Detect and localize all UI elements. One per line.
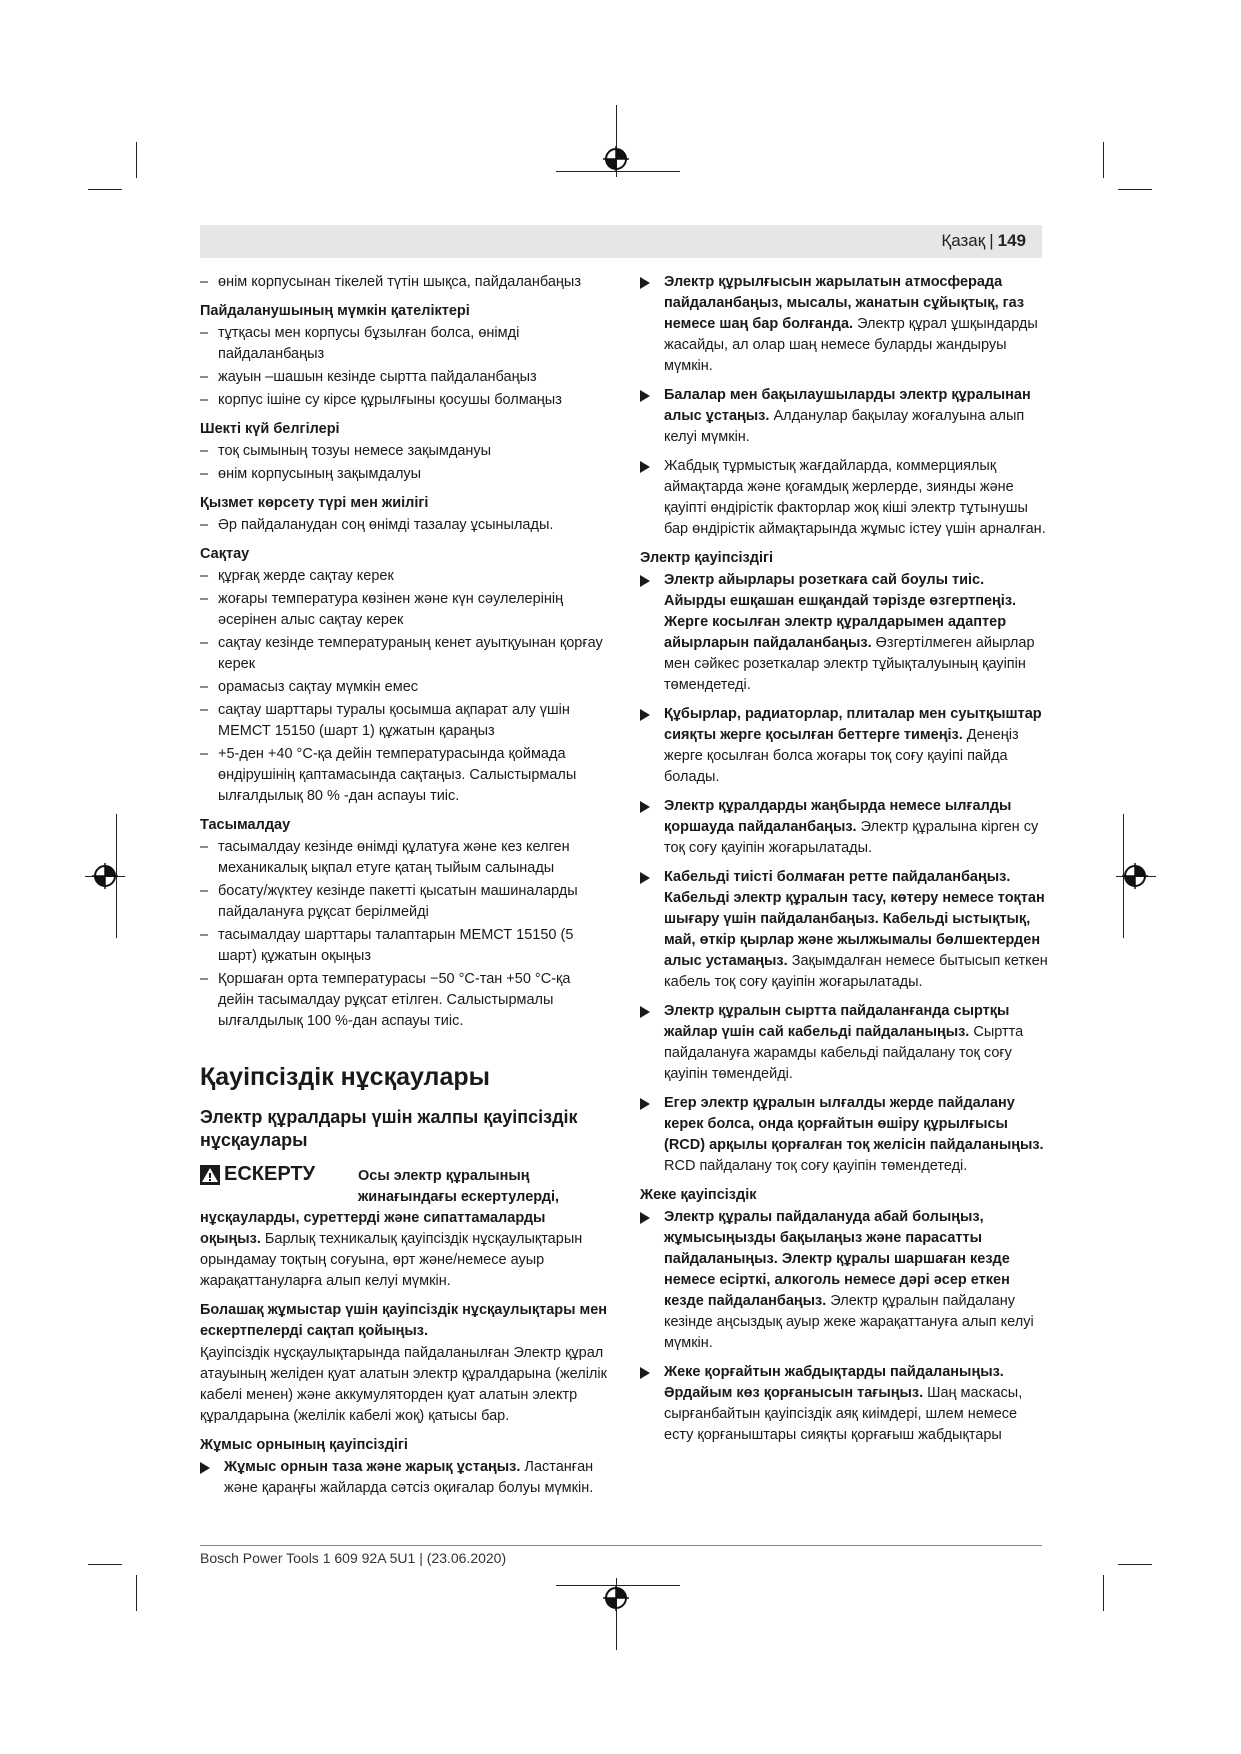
- bullet-item: Кабельді тиісті болмаған ретте пайдаланбаңыз. Кабельді электр құралын тасу, көтеру немесе тоқтан шығару үшін пайдаланбаңыз. Кабельді ыстықтық, май, өткір қырлар және жылжымалы бөлшектерден алыс устамаңыз. Зақымдалған немесе бытысып кеткен кабель тоқ соғу қауіпін жоғарылатады.: [640, 867, 1050, 993]
- keep-instructions-title: Болашақ жұмыстар үшін қауіпсіздік нұсқаулықтары мен ескертпелерді сақтап қойыңыз.: [200, 1302, 608, 1339]
- list-item: – сақтау шарттары туралы қосымша ақпарат алу үшін МЕМСТ 15150 (шарт 1) құжатын қараңыз: [200, 702, 570, 739]
- footer-rule: [200, 1545, 1042, 1546]
- warning-block: [200, 1163, 610, 1208]
- crop-mark: [136, 1575, 137, 1611]
- list-item: – құрғақ жерде сақтау керек: [200, 568, 394, 584]
- section-title-service: Қызмет көрсету түрі мен жиілігі: [200, 495, 429, 511]
- footer-text: Bosch Power Tools 1 609 92A 5U1 | (23.06.2020): [200, 1550, 507, 1566]
- bullet-item: Электр құралдарды жаңбырда немесе ылғалды қоршауда пайдаланбаңыз. Электр құралына кірген су тоқ соғу қауіпін жоғарылатады.: [640, 796, 1050, 859]
- registration-target-icon: [603, 146, 629, 172]
- header-separator: |: [989, 231, 994, 250]
- warning-text: нұсқауларды, суреттерді және сипаттамаларды оқыңыз. Барлық техникалық қауіпсіздік нұсқаулықтарын орындамау тоқтың соғуына, өрт және/немесе ауыр жарақаттануларға алып келуі мүмкін.: [200, 1210, 583, 1289]
- list-item: – жоғары температура көзінен және күн сәулелерінің әсерінен алыс сақтау керек: [200, 591, 564, 628]
- left-column: [200, 272, 610, 1507]
- list-item: – орамасыз сақтау мүмкін емес: [200, 679, 419, 695]
- general-safety-heading: Электр құралдары үшін жалпы қауіпсіздік нұсқаулары: [200, 1107, 578, 1150]
- section-title-electric: Электр қауіпсіздігі: [640, 550, 774, 566]
- section-title-personal: Жеке қауіпсіздік: [640, 1187, 757, 1203]
- safety-heading: Қауіпсіздік нұсқаулары: [200, 1063, 490, 1091]
- list-item: – тұтқасы мен корпусы бұзылған болса, өнімді пайдаланбаңыз: [200, 325, 520, 362]
- warning-lead: Осы электр құралының жинағындағы ескертулерді,: [358, 1168, 560, 1205]
- bullet-item: Электр айырлары розеткаға сай боулы тиіс. Айырды ешқашан ешқандай тәрізде өзгертпеңіз. Жерге косылған электр құралдарымен адаптер айырларын пайдаланбаңыз. Өзгертілмеген айырлар мен сәйкес розеткалар электр тұйықталуының қауіпін төмендетеді.: [640, 570, 1050, 696]
- crop-mark: [1103, 142, 1104, 178]
- bullet-item: Жұмыс орнын таза және жарық ұстаңыз. Ластанған және қараңғы жайларда сәтсіз оқиғалар болуы мүмкін.: [200, 1457, 610, 1499]
- crop-mark: [136, 142, 137, 178]
- section-title-transport: Тасымалдау: [200, 817, 291, 833]
- warning-icon: [200, 1165, 220, 1185]
- list-item: – Қоршаған орта температурасы −50 °C-тан +50 °C-қа дейін тасымалдау рұқсат етілген. Салыстырмалы ылғалдылық 100 %-дан аспауы тиіс.: [200, 971, 571, 1029]
- bullet-item: Электр құралын сыртта пайдаланғанда сыртқы жайлар үшін сай кабельді пайдаланыңыз. Сыртта пайдалануға жарамды кабельді пайдалану тоқ соғу қауіпін төмендейді.: [640, 1001, 1050, 1085]
- section-title-storage: Сақтау: [200, 546, 250, 562]
- bullet-item: Құбырлар, радиаторлар, плиталар мен суытқыштар сияқты жерге қосылған беттерге тимеңіз. Денеңіз жерге қосылған болса жоғары тоқ соғу қауіпі пайда болады.: [640, 704, 1050, 788]
- header-language: Қазақ: [941, 231, 986, 250]
- list-item: – өнім корпусының зақымдалуы: [200, 466, 422, 482]
- header-text: [941, 231, 1026, 251]
- list-item: – жауын –шашын кезінде сыртта пайдаланбаңыз: [200, 369, 537, 385]
- right-column: [640, 272, 1050, 1454]
- bullet-item: Балалар мен бақылаушыларды электр құралынан алыс ұстаңыз. Алданулар бақылау жоғалуына алып келуі мүмкін.: [640, 385, 1050, 448]
- page-header: [200, 225, 1042, 258]
- crop-mark: [88, 189, 122, 190]
- crop-mark: [1118, 189, 1152, 190]
- section-title-errors: Пайдаланушының мүмкін қателіктері: [200, 303, 470, 319]
- section-title-workplace: Жұмыс орнының қауіпсіздігі: [200, 1437, 408, 1453]
- list-item: – корпус ішіне су кірсе құрылғыны қосушы болмаңыз: [200, 392, 562, 408]
- keep-instructions-text: Қауіпсіздік нұсқаулықтарында пайдаланылған Электр құрал атауының желіден қуат алатын электр құралдарына (желілік кабелі менен) және аккумуляторден қуат алатын электр құралдарына (желілік кабелі жоқ) қатысы бар.: [200, 1345, 607, 1424]
- warning-label: ЕСКЕРТУ: [200, 1164, 358, 1185]
- crop-mark: [1118, 1564, 1152, 1565]
- crop-mark: [1103, 1575, 1104, 1611]
- bullet-item: Жеке қорғайтын жабдықтарды пайдаланыңыз. Әрдайым көз қорғанысын тағыңыз. Шаң маскасы, сырғанбайтын қауіпсіздік аяқ киімдері, шлем немесе есту қорғаныштары сияқты қорғағыш жабдықтары: [640, 1362, 1050, 1446]
- list-item: – тасымалдау кезінде өнімді құлатуға және кез келген механикалық ықпал етуге қатаң тыйым салынады: [200, 839, 570, 876]
- list-item: – +5-ден +40 °C-қа дейін температурасында қоймада өндірушінің қаптамасында сақтаңыз. Салыстырмалы ылғалдылық 80 % -дан аспауы тиіс.: [200, 746, 577, 804]
- registration-target-icon: [1122, 863, 1148, 889]
- bullet-item: Егер электр құралын ылғалды жерде пайдалану керек болса, онда қорғайтын өшіру құрылғысы (RCD) арқылы қорғалған тоқ желісін пайдаланыңыз. RCD пайдалану тоқ соғу қауіпін төмендетеді.: [640, 1093, 1050, 1177]
- list-item: – тасымалдау шарттары талаптарын МЕМСТ 15150 (5 шарт) құжатын оқыңыз: [200, 927, 574, 964]
- list-item: – сақтау кезінде температураның кенет ауытқуынан қорғау керек: [200, 635, 603, 672]
- crop-mark: [88, 1564, 122, 1565]
- list-item: – босату/жүктеу кезінде пакетті қысатын машиналарды пайдалануға рұқсат берілмейді: [200, 883, 578, 920]
- registration-target-icon: [92, 863, 118, 889]
- registration-target-icon: [603, 1585, 629, 1611]
- bullet-item: Жабдық тұрмыстық жағдайларда, коммерциялық аймақтарда және қоғамдық жерлерде, зиянды және қауіпті өндірістік факторлар жоқ кіші электр тұтынушы бар өндірістік аймақтарында жұмыс істеу үшін арналған.: [640, 456, 1050, 540]
- list-item: – өнім корпусынан тікелей түтін шықса, пайдаланбаңыз: [200, 274, 581, 290]
- bullet-item: Электр құрылғысын жарылатын атмосферада пайдаланбаңыз, мысалы, жанатын сұйықтық, газ немесе шаң бар болғанда. Электр құрал ұшқындарды жасайды, ал олар шаң немесе буларды жандыруы мүмкін.: [640, 272, 1050, 377]
- list-item: – тоқ сымының тозуы немесе зақымдануы: [200, 443, 492, 459]
- list-item: – Әр пайдаланудан соң өнімді тазалау ұсынылады.: [200, 517, 554, 533]
- page-number: 149: [997, 231, 1026, 250]
- bullet-item: Электр құралы пайдалануда абай болыңыз, жұмысыңызды бақылаңыз және парасатты пайдаланыңыз. Электр құралы шаршаған кезде немесе есірткі, алкоголь немесе дәрі әсер еткен кезде пайдаланбаңыз. Электр құралын пайдалану кезінде аңсыздық ауыр жеке жарақаттануға алып келуі мүмкін.: [640, 1207, 1050, 1354]
- section-title-limit: Шекті күй белгілері: [200, 421, 340, 437]
